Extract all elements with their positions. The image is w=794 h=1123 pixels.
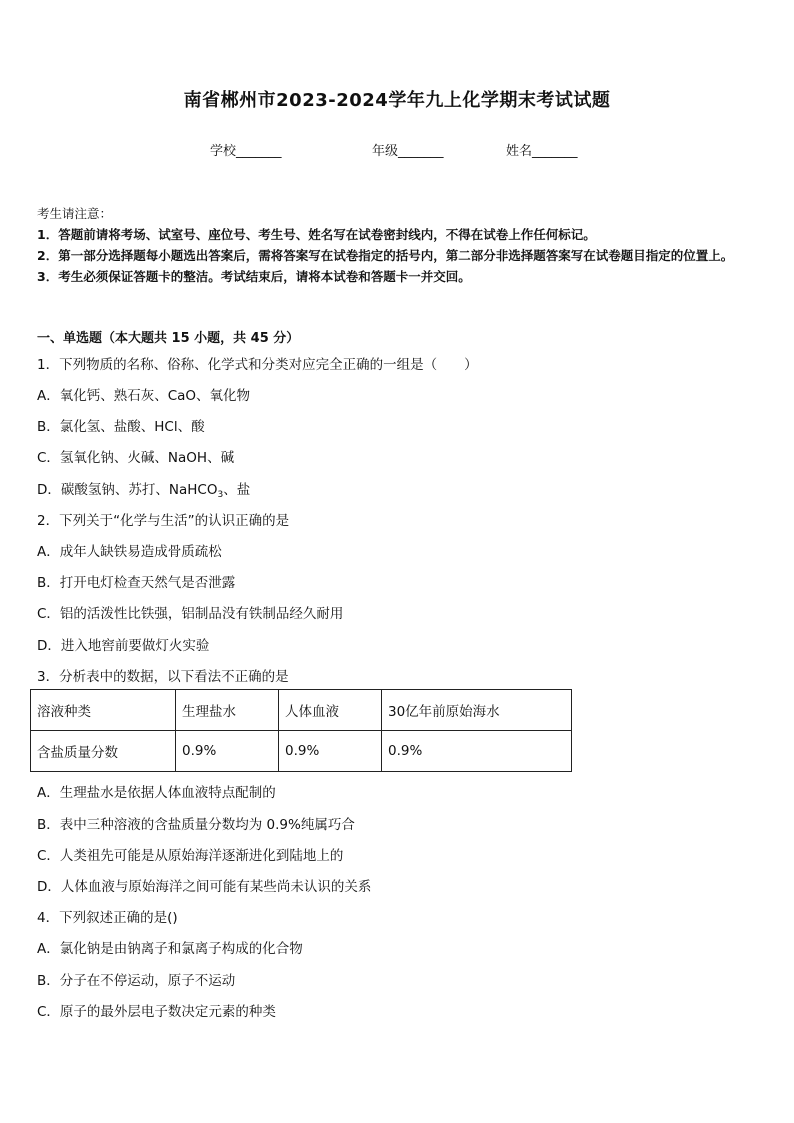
- q3-option-a: A．生理盐水是依据人体血液特点配制的: [37, 785, 276, 801]
- school-field: 学校_______: [210, 144, 282, 159]
- table-header-cell: 溶液种类: [31, 690, 176, 731]
- q4-option-c: C．原子的最外层电子数决定元素的种类: [37, 1004, 276, 1020]
- q2-option-d: D．进入地窖前要做灯火实验: [37, 638, 210, 654]
- q2-stem: 2．下列关于“化学与生活”的认识正确的是: [37, 513, 290, 529]
- q3-stem: 3．分析表中的数据，以下看法不正确的是: [37, 669, 289, 685]
- q1-option-c: C．氢氧化钠、火碱、NaOH、碱: [37, 450, 235, 466]
- notice-item-3: 3．考生必须保证答题卡的整洁。考试结束后，请将本试卷和答题卡一并交回。: [37, 269, 471, 284]
- table-header-cell: 30亿年前原始海水: [382, 690, 572, 731]
- table-header-row: [31, 690, 572, 731]
- q4-option-a: A．氯化钠是由钠离子和氯离子构成的化合物: [37, 941, 303, 957]
- table-cell: 含盐质量分数: [31, 731, 176, 772]
- q1-option-d: [37, 478, 250, 500]
- name-field: 姓名_______: [506, 144, 578, 159]
- grade-field: 年级_______: [372, 144, 444, 159]
- table-header-cell: 生理盐水: [176, 690, 279, 731]
- notice-heading: 考生请注意：: [37, 206, 113, 221]
- table-header-cell: 人体血液: [279, 690, 382, 731]
- table-cell: 0.9%: [382, 731, 572, 772]
- q1-option-d-suffix: 、盐: [223, 482, 251, 498]
- exam-notice: [37, 203, 767, 287]
- table-row: [31, 731, 572, 772]
- table-cell: 0.9%: [176, 731, 279, 772]
- section-heading: 一、单选题（本大题共 15 小题，共 45 分）: [37, 331, 300, 346]
- q3-option-b: B．表中三种溶液的含盐质量分数均为 0.9%纯属巧合: [37, 817, 355, 833]
- q4-stem: 4．下列叙述正确的是(): [37, 910, 178, 926]
- notice-item-2: 2．第一部分选择题每小题选出答案后，需将答案写在试卷指定的括号内，第二部分非选择题答案写在试卷题目指定的位置上。: [37, 248, 734, 263]
- q1-option-b: B．氯化氢、盐酸、HCl、酸: [37, 419, 205, 435]
- q4-option-b: B．分子在不停运动，原子不运动: [37, 973, 236, 989]
- page-title: 南省郴州市2023-2024学年九上化学期末考试试题: [183, 90, 611, 111]
- q1-option-a: A．氧化钙、熟石灰、CaO、氧化物: [37, 388, 251, 404]
- table-cell: 0.9%: [279, 731, 382, 772]
- q3-option-d: D．人体血液与原始海洋之间可能有某些尚未认识的关系: [37, 879, 372, 895]
- q1-stem: 1．下列物质的名称、俗称、化学式和分类对应完全正确的一组是（ ）: [37, 357, 478, 373]
- data-table: [30, 689, 572, 772]
- notice-item-1: 1．答题前请将考场、试室号、座位号、考生号、姓名写在试卷密封线内，不得在试卷上作任何标记。: [37, 227, 596, 242]
- q2-option-c: C．铝的活泼性比铁强，铝制品没有铁制品经久耐用: [37, 606, 344, 622]
- q2-option-a: A．成年人缺铁易造成骨质疏松: [37, 544, 222, 560]
- q1-option-d-text: D．碳酸氢钠、苏打、NaHCO: [37, 482, 218, 498]
- q3-option-c: C．人类祖先可能是从原始海洋逐渐进化到陆地上的: [37, 848, 344, 864]
- student-info-row: [0, 140, 794, 160]
- subscript: 3: [217, 490, 224, 500]
- q2-option-b: B．打开电灯检查天然气是否泄露: [37, 575, 236, 591]
